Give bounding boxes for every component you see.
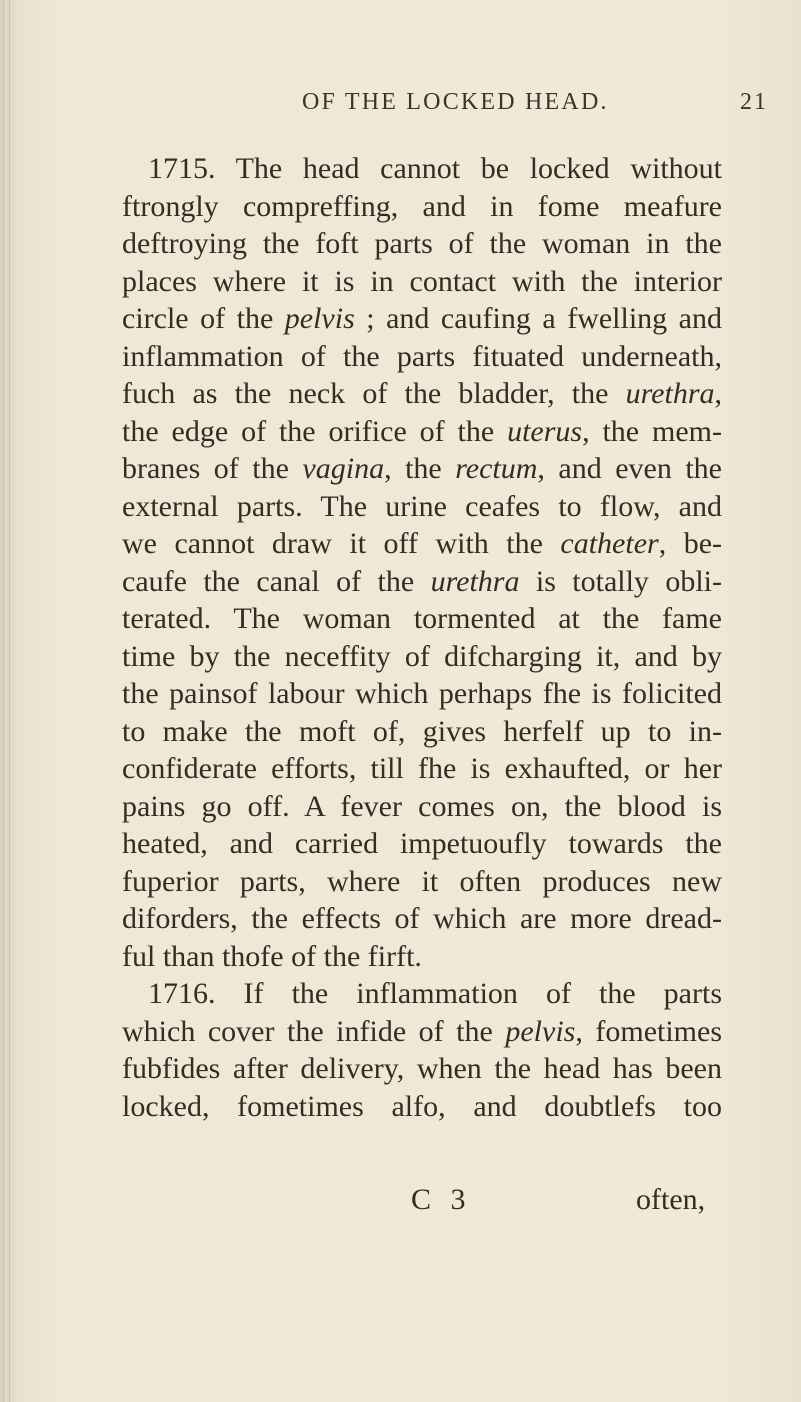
italic-term: vagina bbox=[302, 452, 385, 485]
text-line bbox=[122, 675, 722, 713]
text-segment: caufe the canal of the bbox=[122, 564, 431, 598]
text-segment: , be- bbox=[658, 527, 722, 560]
text-segment: diforders, the effects of which are more dread- bbox=[122, 902, 722, 935]
text-segment: confiderate efforts, till fhe is exhaufted, or her bbox=[122, 752, 722, 785]
italic-term: pelvis bbox=[284, 302, 355, 335]
text-line bbox=[122, 150, 722, 188]
text-line bbox=[122, 750, 722, 788]
text-line bbox=[122, 975, 722, 1013]
text-segment: ful than thofe of the firft. bbox=[122, 939, 422, 973]
text-segment: ; and caufing a fwelling and bbox=[354, 302, 722, 335]
text-line bbox=[122, 900, 722, 938]
text-segment: inflammation of the parts fituated underneath, bbox=[122, 339, 722, 373]
text-line bbox=[122, 188, 722, 226]
running-title: OF THE LOCKED HEAD. bbox=[302, 89, 609, 115]
italic-term: pelvis bbox=[505, 1014, 576, 1048]
text-line bbox=[122, 600, 722, 638]
text-segment: , fometimes bbox=[575, 1014, 723, 1048]
text-segment: 1715. The head cannot be locked without bbox=[148, 152, 722, 185]
running-head bbox=[0, 89, 801, 119]
text-line bbox=[122, 1088, 722, 1126]
text-segment: places where it is in contact with the interior bbox=[122, 264, 722, 298]
text-segment: ftrongly compreffing, and in fome meafure bbox=[122, 189, 722, 223]
text-line bbox=[122, 938, 722, 976]
text-segment: is totally obli- bbox=[519, 564, 723, 598]
text-segment: circle of the bbox=[122, 302, 285, 335]
text-segment: , the mem- bbox=[582, 414, 722, 448]
text-line bbox=[122, 1013, 722, 1051]
text-line bbox=[122, 825, 722, 863]
text-segment: deftroying the foft parts of the woman in the bbox=[122, 227, 722, 260]
page-number: 21 bbox=[740, 89, 768, 115]
text-segment: which cover the infide of the bbox=[122, 1014, 506, 1048]
text-line bbox=[122, 638, 722, 676]
text-segment: , the bbox=[384, 452, 456, 485]
catchword: often, bbox=[636, 1183, 706, 1216]
text-line bbox=[122, 713, 722, 751]
italic-term: uterus bbox=[507, 414, 583, 448]
text-line bbox=[122, 525, 722, 563]
catchline bbox=[0, 1183, 801, 1223]
italic-term: catheter bbox=[560, 527, 659, 560]
text-segment: the edge of the orifice of the bbox=[122, 414, 508, 448]
text-line bbox=[122, 450, 722, 488]
text-segment: external parts. The urine ceafes to flow, and bbox=[122, 489, 722, 523]
text-segment: terated. The woman tormented at the fame bbox=[122, 602, 722, 635]
text-line bbox=[122, 338, 722, 376]
text-segment: , and even the bbox=[537, 452, 722, 485]
body-text bbox=[122, 150, 722, 1125]
paragraph bbox=[122, 150, 722, 975]
text-line bbox=[122, 563, 722, 601]
text-line bbox=[122, 788, 722, 826]
text-segment: pains go off. A fever comes on, the blood is bbox=[122, 789, 722, 823]
text-segment: the painsof labour which perhaps fhe is folicited bbox=[122, 677, 722, 710]
text-segment: fuperior parts, where it often produces new bbox=[122, 864, 722, 898]
text-line bbox=[122, 300, 722, 338]
text-segment: fuch as the neck of the bladder, the bbox=[122, 377, 626, 410]
italic-term: urethra bbox=[430, 564, 520, 598]
text-segment: , bbox=[714, 377, 722, 410]
text-line bbox=[122, 413, 722, 451]
text-segment: 1716. If the inflammation of the parts bbox=[148, 977, 722, 1010]
text-line bbox=[122, 1050, 722, 1088]
text-line bbox=[122, 488, 722, 526]
italic-term: rectum bbox=[455, 452, 538, 485]
text-line bbox=[122, 863, 722, 901]
italic-term: urethra bbox=[625, 377, 715, 410]
signature-mark: C 3 bbox=[411, 1183, 472, 1216]
paragraph bbox=[122, 975, 722, 1125]
text-segment: to make the moft of, gives herfelf up to in- bbox=[122, 714, 722, 748]
text-line bbox=[122, 225, 722, 263]
text-line bbox=[122, 375, 722, 413]
text-line bbox=[122, 263, 722, 301]
text-segment: time by the neceffity of difcharging it, and by bbox=[122, 639, 722, 673]
text-segment: we cannot draw it off with the bbox=[122, 527, 561, 560]
text-segment: heated, and carried impetuoufly towards the bbox=[122, 827, 722, 860]
text-segment: locked, fometimes alfo, and doubtlefs too bbox=[122, 1089, 722, 1123]
text-segment: fubfides after delivery, when the head has been bbox=[122, 1052, 722, 1085]
text-segment: branes of the bbox=[122, 452, 303, 485]
